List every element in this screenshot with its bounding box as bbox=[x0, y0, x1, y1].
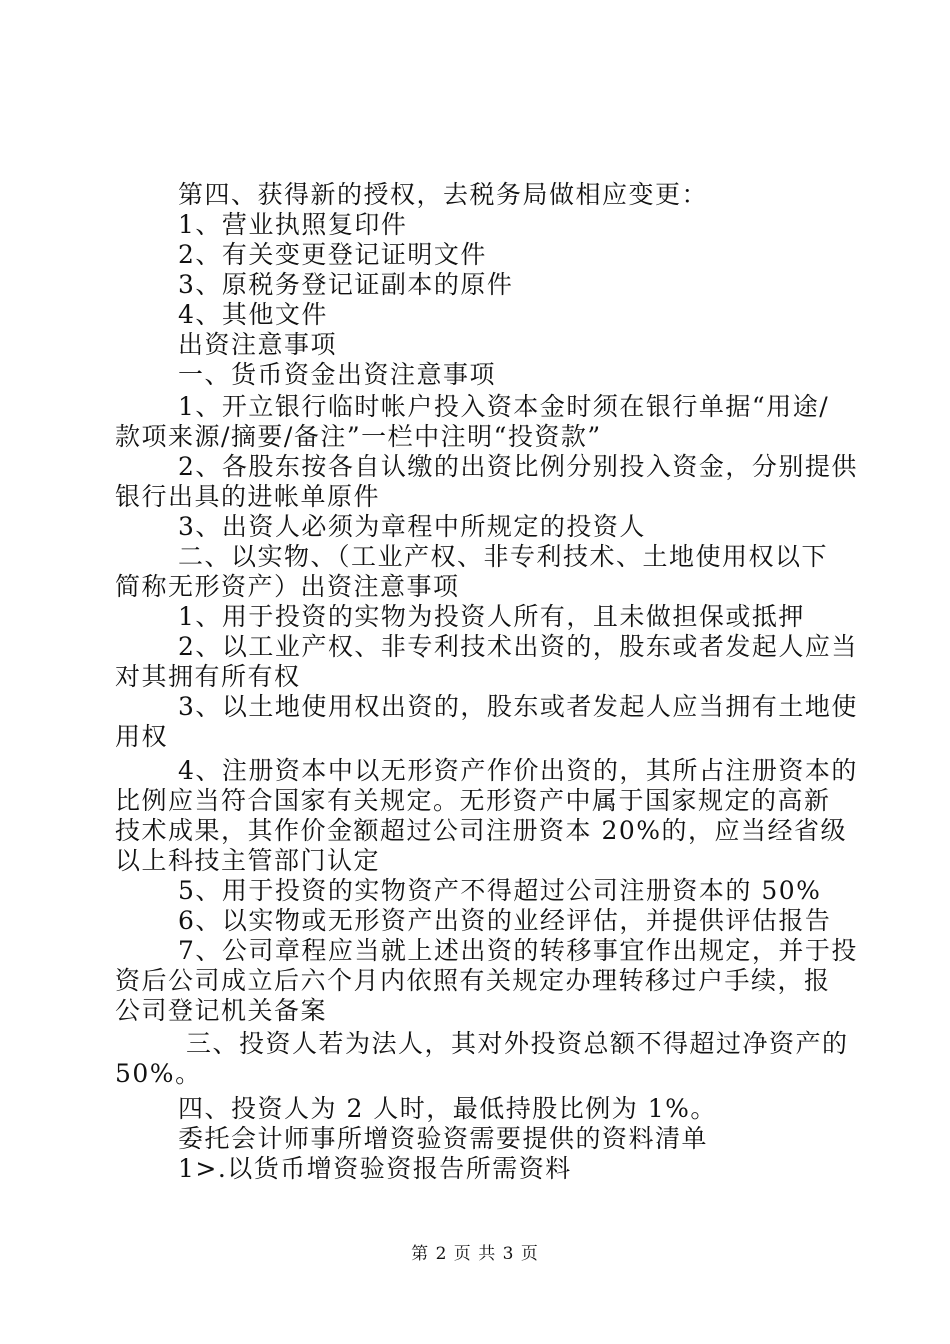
section-heading: 简称无形资产）出资注意事项 bbox=[115, 572, 460, 601]
text-line: 4、注册资本中以无形资产作价出资的，其所占注册资本的 bbox=[178, 756, 858, 785]
text-line: 对其拥有所有权 bbox=[115, 662, 301, 691]
text-line: 资后公司成立后六个月内依照有关规定办理转移过户手续，报 bbox=[115, 966, 831, 995]
text-line: 3、以土地使用权出资的，股东或者发起人应当拥有土地使 bbox=[178, 692, 858, 721]
section-heading: 委托会计师事所增资验资需要提供的资料清单 bbox=[178, 1124, 709, 1153]
section-heading: 四、投资人为 2 人时，最低持股比例为 1%。 bbox=[178, 1094, 717, 1123]
text-line: 3、原税务登记证副本的原件 bbox=[178, 270, 514, 299]
section-heading: 二、以实物、（工业产权、非专利技术、土地使用权以下 bbox=[178, 542, 829, 571]
text-line: 7、公司章程应当就上述出资的转移事宜作出规定，并于投 bbox=[178, 936, 858, 965]
text-line: 1>.以货币增资验资报告所需资料 bbox=[178, 1154, 572, 1183]
text-line: 比例应当符合国家有关规定。无形资产中属于国家规定的高新 bbox=[115, 786, 831, 815]
text-line: 2、以工业产权、非专利技术出资的，股东或者发起人应当 bbox=[178, 632, 858, 661]
text-line: 1、开立银行临时帐户投入资本金时须在银行单据“用途/ bbox=[178, 392, 830, 421]
text-line: 1、营业执照复印件 bbox=[178, 210, 408, 239]
text-line: 款项来源/摘要/备注”一栏中注明“投资款” bbox=[115, 422, 602, 451]
text-line: 2、有关变更登记证明文件 bbox=[178, 240, 487, 269]
text-line: 以上科技主管部门认定 bbox=[115, 846, 381, 875]
section-heading: 一、货币资金出资注意事项 bbox=[178, 360, 497, 389]
text-line: 1、用于投资的实物为投资人所有，且未做担保或抵押 bbox=[178, 602, 805, 631]
text-line: 用权 bbox=[115, 722, 169, 751]
text-line: 银行出具的进帐单原件 bbox=[115, 482, 381, 511]
text-line: 5、用于投资的实物资产不得超过公司注册资本的 50% bbox=[178, 876, 822, 905]
text-line: 技术成果，其作价金额超过公司注册资本 20%的，应当经省级 bbox=[115, 816, 848, 845]
text-line: 4、其他文件 bbox=[178, 300, 328, 329]
text-line: 6、以实物或无形资产出资的业经评估，并提供评估报告 bbox=[178, 906, 832, 935]
text-line: 2、各股东按各自认缴的出资比例分别投入资金，分别提供 bbox=[178, 452, 858, 481]
page-number: 第 2 页 共 3 页 bbox=[411, 1244, 539, 1264]
section-heading: 三、投资人若为法人，其对外投资总额不得超过净资产的 bbox=[186, 1029, 849, 1058]
text-line: 50%。 bbox=[115, 1059, 202, 1088]
text-line: 第四、获得新的授权，去税务局做相应变更： bbox=[178, 180, 709, 209]
text-line: 3、出资人必须为章程中所规定的投资人 bbox=[178, 512, 646, 541]
section-heading: 出资注意事项 bbox=[178, 330, 338, 359]
text-line: 公司登记机关备案 bbox=[115, 996, 328, 1025]
